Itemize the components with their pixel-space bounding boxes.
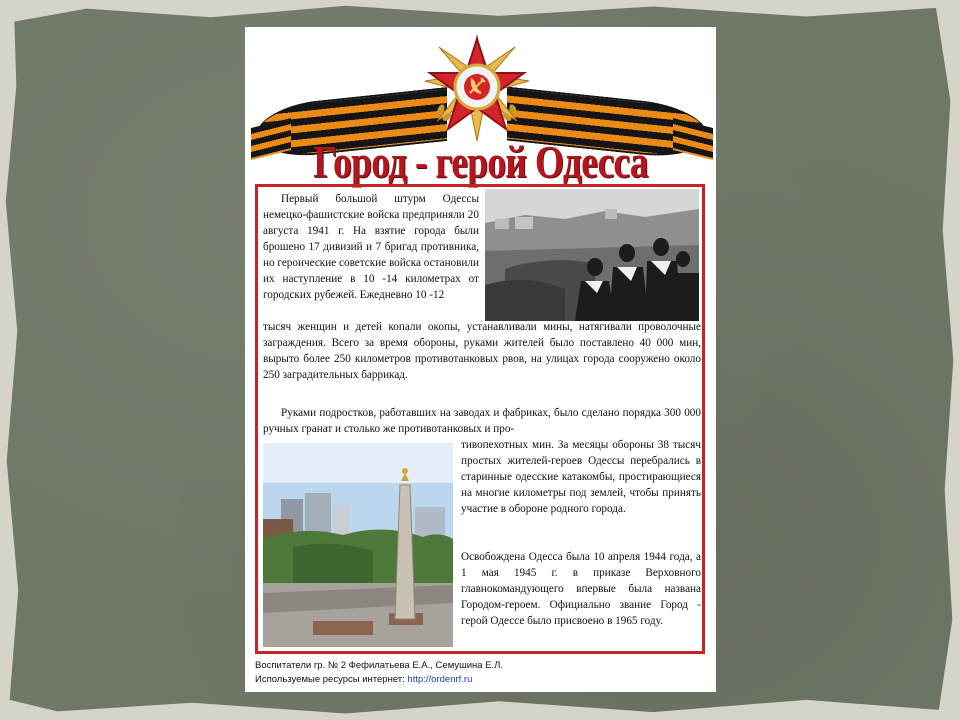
credits-authors: Воспитатели гр. № 2 Фефилатьева Е.А., Семушина Е.Л. [255,660,504,671]
paragraph-liberation: Освобождена Одесса была 10 апреля 1944 года, а 1 мая 1945 г. в приказе Верховного главнокомандующего впервые была названа Городом-героем. Официально звание Город - герой Одессе было присвоено в 1965 году. [461,551,701,627]
paragraph-defense-works: тысяч женщин и детей копали окопы, устанавливали мины, натягивали проволочные заграждения. Всего за время обороны, руками жителей было поставлено 40 000 мин, вырыто более 250 километров противотанковых рвов, на улицах города сооружено около 250 заградительных баррикад. [263,321,701,381]
poster-title: Город - герой Одесса [313,136,648,187]
sailors-photo [485,189,699,321]
order-patriotic-war-icon [417,29,537,149]
paragraph-grenades: Руками подростков, работавших на заводах и фабриках, было сделано порядка 300 000 ручных гранат и столько же противотанковых и про- [263,407,701,435]
ribbon-tail-right [673,118,713,160]
paragraph-catacombs: тивопехотных мин. За месяцы обороны 38 тысяч простых жителей-героев Одессы перебрались в старинные одесские катакомбы, простирающиеся на многие километры под землей, чтобы принять участие в обороне родного города. [461,439,701,515]
credits-resources [255,673,705,687]
poster [245,27,716,692]
resource-link[interactable]: http://ordenrf.ru [407,674,473,685]
credits-resources-label: Используемые ресурсы интернет: [255,674,405,685]
monument-photo [263,443,453,647]
credits [255,659,705,687]
paragraph-first-assault: Первый большой штурм Одессы немецко-фашистские войска предприняли 20 августа 1941 г. На взятие города были брошено 17 дивизий и 7 бригад противника, но героические советские войска остановили их наступление в 10 -14 километрах от городских рубежей. Ежедневно 10 -12 [263,193,479,301]
